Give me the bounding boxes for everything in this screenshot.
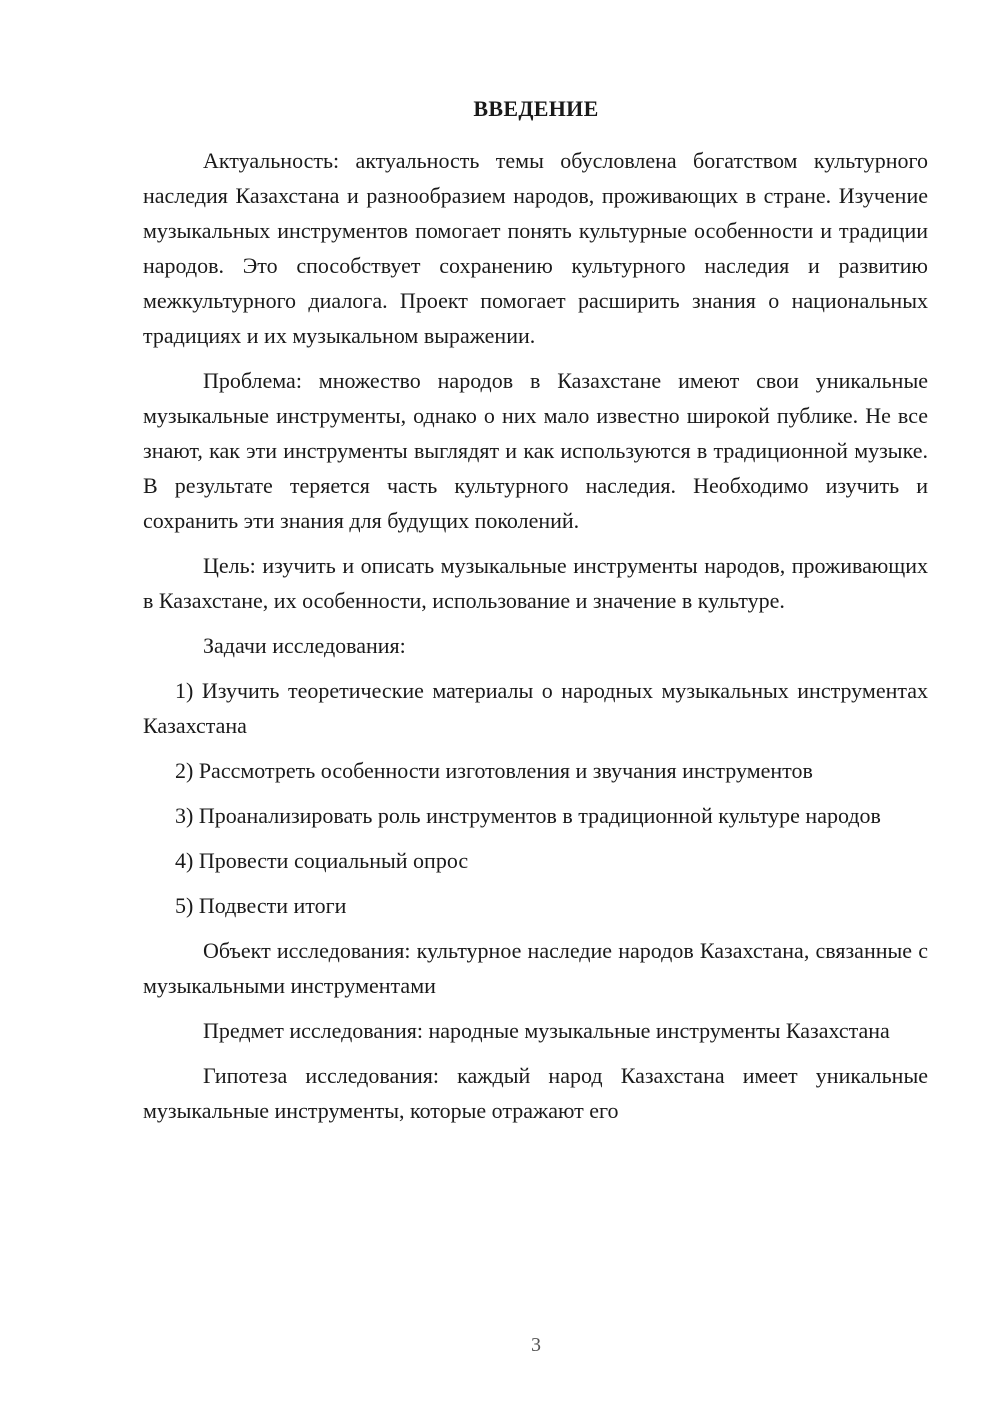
object-paragraph: Объект исследования: культурное наследие народов Казахстана, связанные с музыкальными инструментами <box>143 938 928 998</box>
task-item-4: 4) Провести социальный опрос <box>175 848 469 873</box>
tasks-title: Задачи исследования: <box>203 633 406 658</box>
subject-paragraph: Предмет исследования: народные музыкальные инструменты Казахстана <box>203 1018 890 1043</box>
task-item-3: 3) Проанализировать роль инструментов в традиционной культуре народов <box>175 803 881 828</box>
task-item-2: 2) Рассмотреть особенности изготовления и звучания инструментов <box>175 758 813 783</box>
task-item-1: 1) Изучить теоретические материалы о народных музыкальных инструментах Казахстана <box>143 678 928 738</box>
problem-paragraph: Проблема: множество народов в Казахстане имеют свои уникальные музыкальные инструменты, однако о них мало известно широкой публике. Не все знают, как эти инструменты выглядят и как используются в традиционной музыке. В результате теряется часть культурного наследия. Необходимо изучить и сохранить эти знания для будущих поколений. <box>143 368 928 533</box>
relevance-paragraph: Актуальность: актуальность темы обусловлена богатством культурного наследия Казахстана и разнообразием народов, проживающих в стране. Изучение музыкальных инструментов помогает понять культурные особенности и традиции народов. Это способствует сохранению культурного наследия и развитию межкультурного диалога. Проект помогает расширить знания о национальных традициях и их музыкальном выражении. <box>143 148 928 348</box>
goal-paragraph: Цель: изучить и описать музыкальные инструменты народов, проживающих в Казахстане, их особенности, использование и значение в культуре. <box>143 553 928 613</box>
page-number: 3 <box>531 1334 541 1356</box>
page-title: ВВЕДЕНИЕ <box>473 96 599 121</box>
task-item-5: 5) Подвести итоги <box>175 893 347 918</box>
hypothesis-paragraph: Гипотеза исследования: каждый народ Казахстана имеет уникальные музыкальные инструменты, которые отражают его <box>143 1063 928 1123</box>
body-text <box>143 143 928 1138</box>
